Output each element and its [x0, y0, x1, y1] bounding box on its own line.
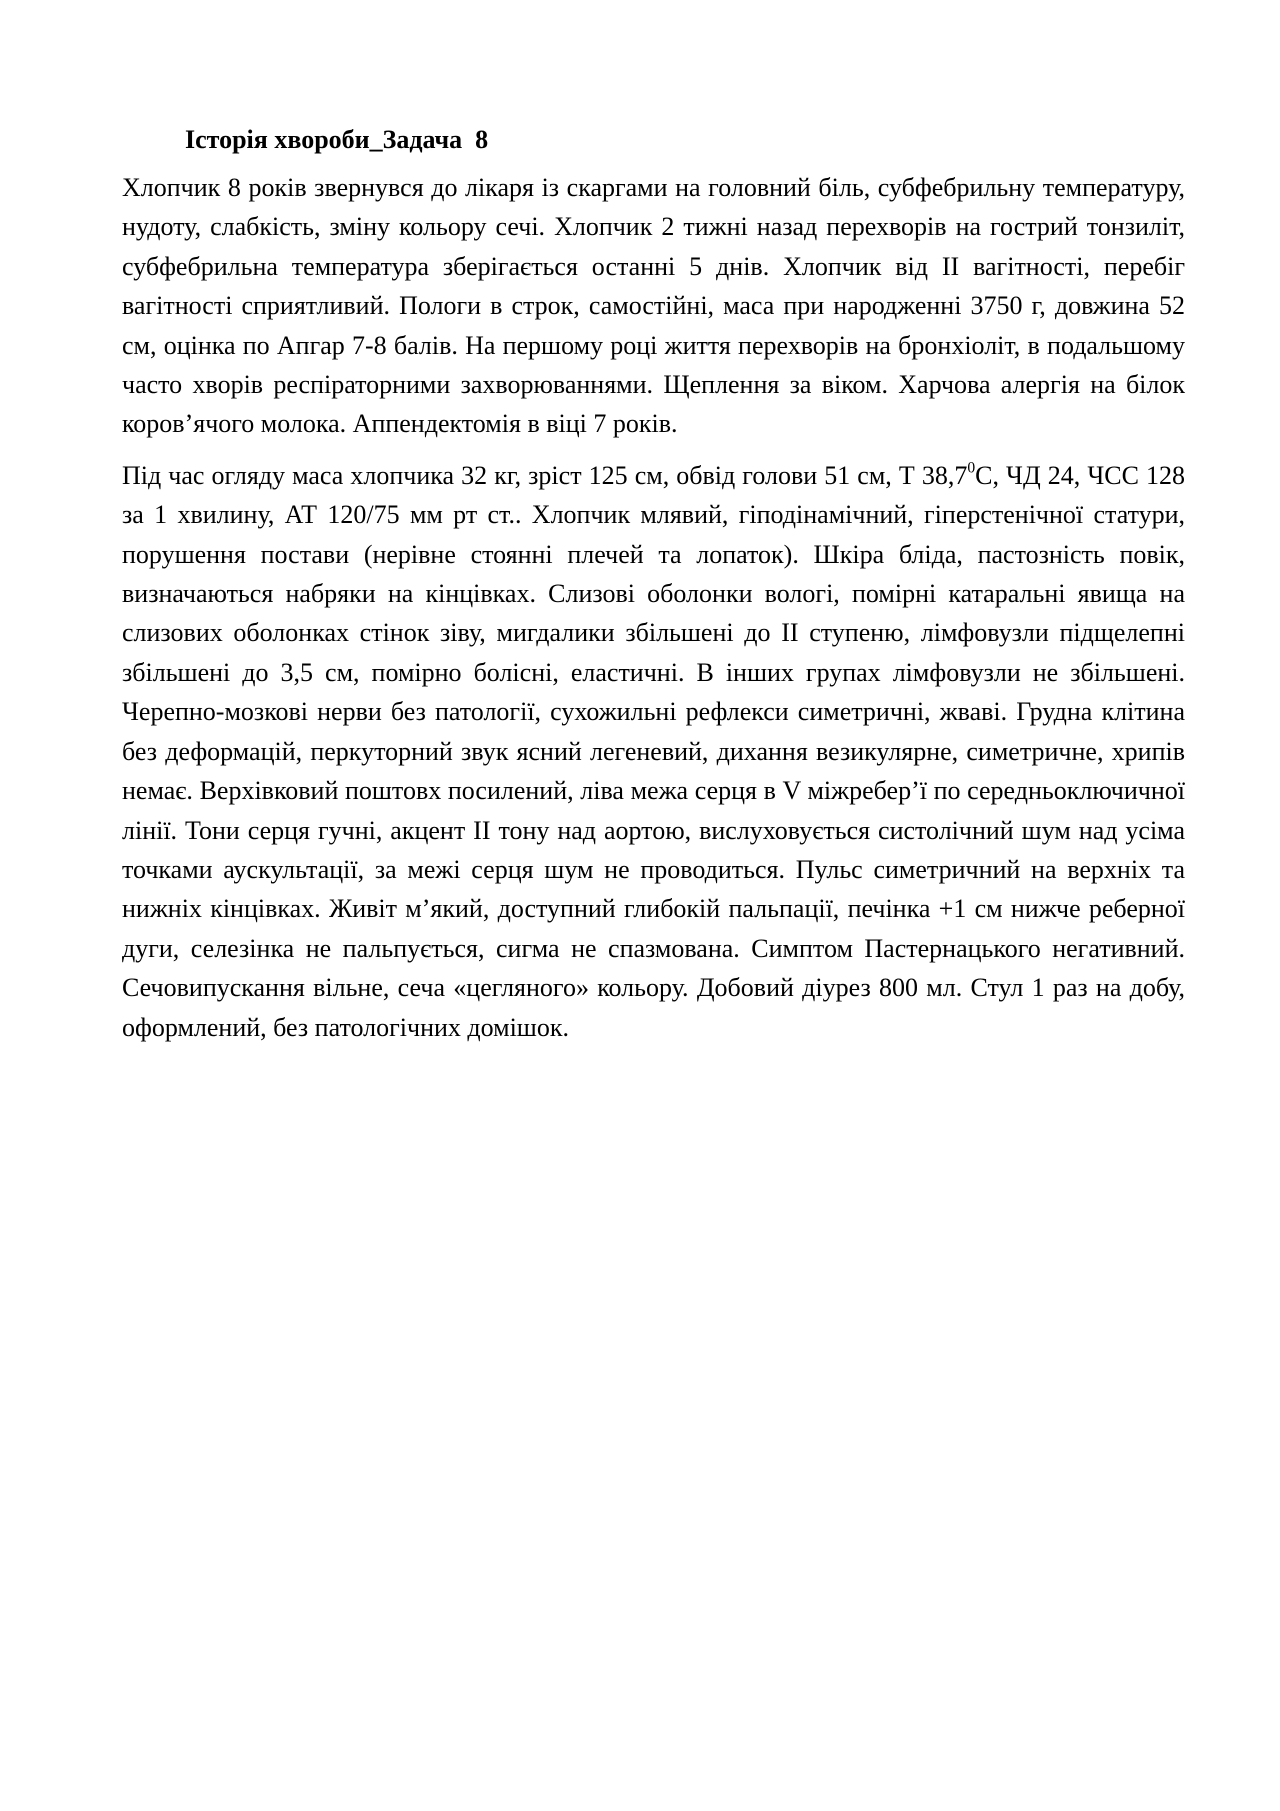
paragraph-examination [122, 456, 1185, 1047]
degree-superscript: 0 [967, 459, 976, 477]
examination-text-rest: С, ЧД 24, ЧСС 128 за 1 хвилину, АТ 120/75 мм рт ст.. Хлопчик млявий, гіподінамічний, гіперстенічної статури, порушення постави (нерівне стоянні плечей та лопаток). Шкіра бліда, пастозність повік, визначаються набряки на кінцівках. Слизові оболонки вологі, помірні катаральні явища на слизових оболонках стінок зіву, мигдалики збільшені до ІІ ступеню, лімфовузли підщелепні збільшені до 3,5 см, помірно болісні, еластичні. В інших групах лімфовузли не збільшені. Черепно-мозкові нерви без патології, сухожильні рефлекси симетричні, жваві. Грудна клітина без деформацій, перкуторний звук ясний легеневий, дихання везикулярне, симетричне, хрипів немає. Верхівковий поштовх посилений, ліва межа серця в V міжребер’ї по середньоключичної лінії. Тони серця гучні, акцент ІІ тону над аортою, вислуховується систолічний шум над усіма точками аускультації, за межі серця шум не проводиться. Пульс симетричний на верхніх та нижніх кінцівках. Живіт м’який, доступний глибокій пальпації, печінка +1 см нижче реберної дуги, селезінка не пальпується, сигма не спазмована. Симптом Пастернацького негативний. Сечовипускання вільне, сеча «цегляного» кольору. Добовий діурез 800 мл. Стул 1 раз на добу, оформлений, без патологічних домішок. [122, 460, 1186, 1042]
document-title: Історія хвороби_Задача 8 [185, 125, 489, 154]
paragraph-complaints-history: Хлопчик 8 років звернувся до лікаря із скаргами на головний біль, субфебрильну температуру, нудоту, слабкість, зміну кольору сечі. Хлопчик 2 тижні назад перехворів на гострий тонзиліт, субфебрильна температура зберігається останні 5 днів. Хлопчик від ІІ вагітності, перебіг вагітності сприятливий. Пологи в строк, самостійні, маса при народженні 3750 г, довжина 52 см, оцінка по Апгар 7-8 балів. На першому році життя перехворів на бронхіоліт, в подальшому часто хворів респіраторними захворюваннями. Щеплення за віком. Харчова алергія на білок коров’ячого молока. Аппендектомія в віці 7 років. [122, 173, 1185, 439]
examination-text-start: Під час огляду маса хлопчика 32 кг, зріст 125 см, обвід голови 51 см, Т 38,7 [122, 460, 968, 490]
